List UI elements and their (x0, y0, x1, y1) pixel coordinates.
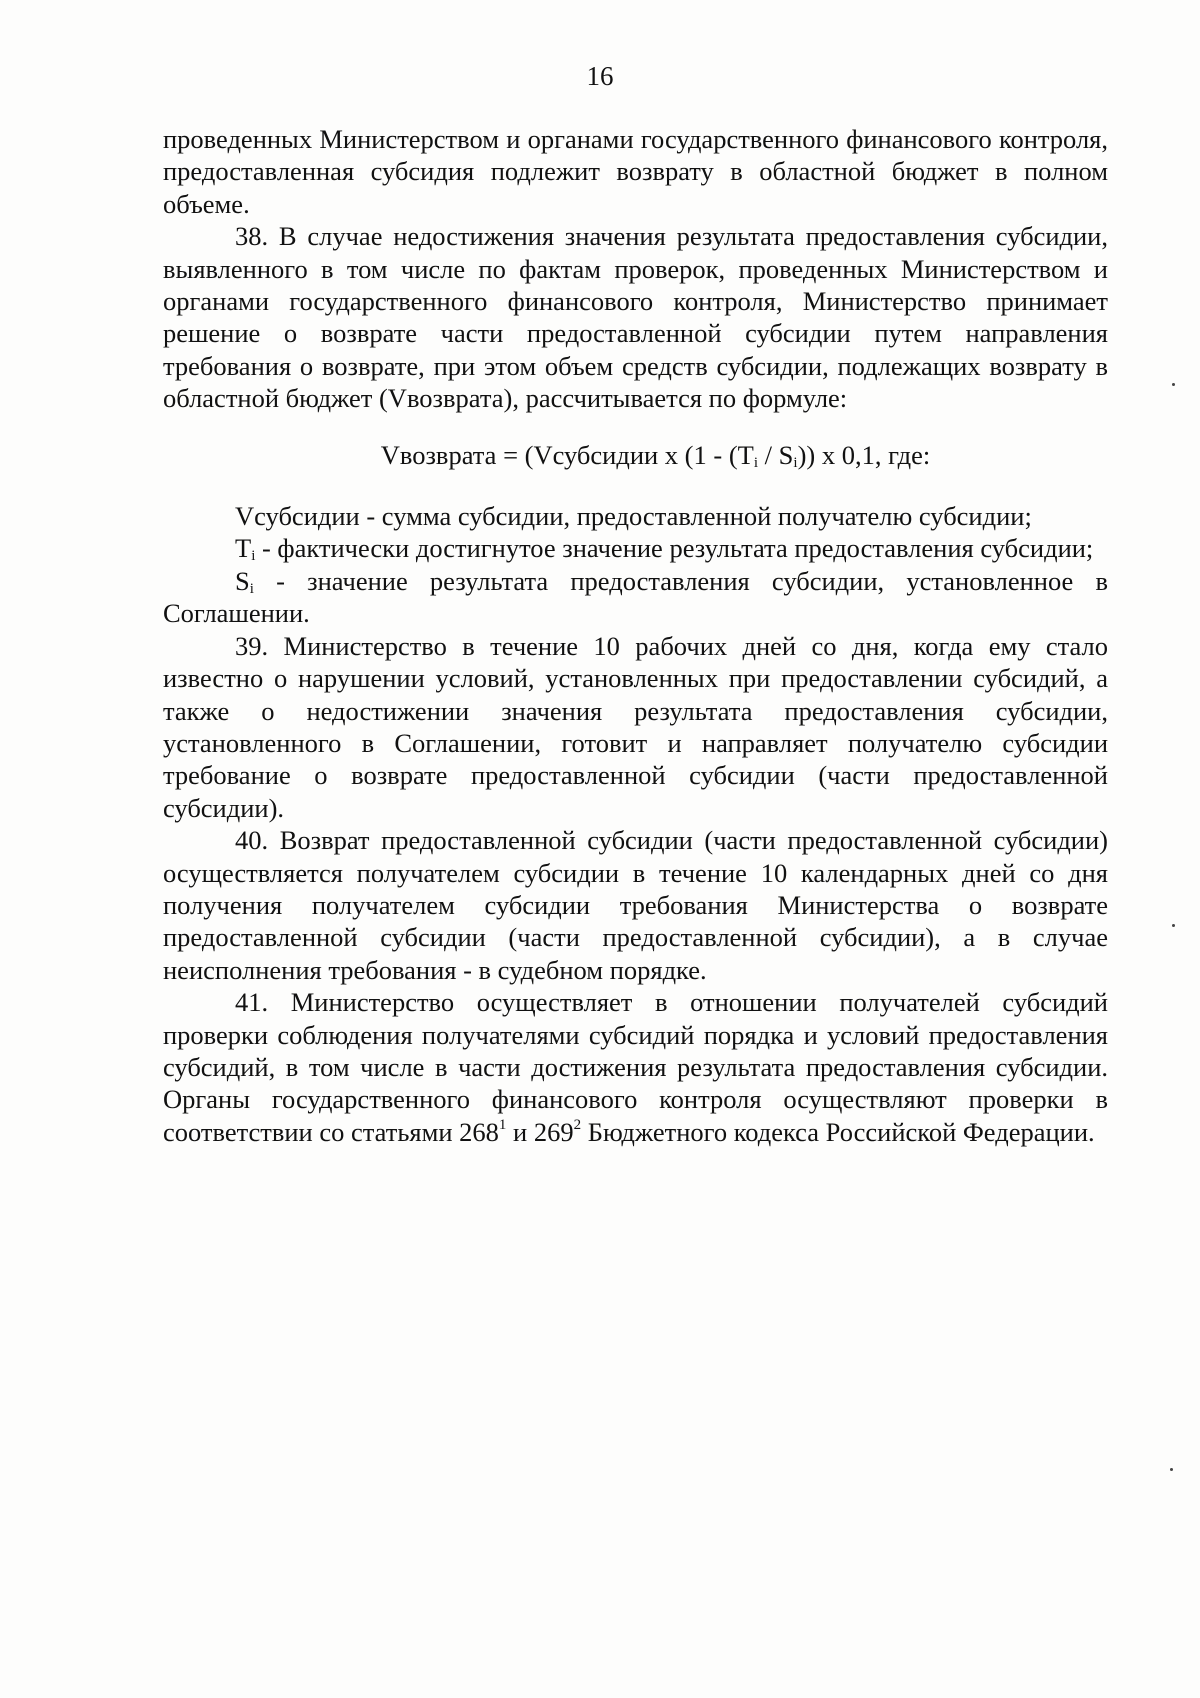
formula-part: Vвозврата = (Vсубсидии x (1 - (T (380, 439, 754, 470)
scan-speck (1172, 383, 1175, 386)
paragraph-38: 38. В случае недостижения значения результата предоставления субсидии, выявленного в том числе по фактам проверок, проведенных Министерством и органами государственного финансового контроля, Министерство принимает решение о возврате части предоставленной субсидии путем направления требования о возврате, при этом объем средств субсидии, подлежащих возврату в областной бюджет (Vвозврата), рассчитывается по формуле: (163, 221, 1108, 414)
paragraph-41 (163, 986, 1108, 1148)
formula (163, 439, 1108, 471)
definition-symbol: S (235, 565, 250, 596)
document-body (163, 123, 1108, 1148)
page-number: 16 (586, 61, 614, 91)
definition-subscript: i (251, 548, 256, 565)
paragraph-41-text: 41. Министерство осуществляет в отношении получателей субсидий проверки соблюдения получателями субсидий порядка и условий предоставления субсидий, в том числе в части достижения результата предоставления субсидии. Органы государственного финансового контроля осуществляют проверки в соответствии со статьями 268 (163, 987, 1108, 1147)
definition-symbol: T (235, 533, 252, 564)
paragraph-39: 39. Министерство в течение 10 рабочих дней со дня, когда ему стало известно о нарушении условий, установленных при предоставлении субсидий, а также о недостижении значения результата предоставления субсидии, установленного в Соглашении, готовит и направляет получателю субсидии требование о возврате предоставленной субсидии (части предоставленной субсидии). (163, 630, 1108, 823)
paragraph-continuation: проведенных Министерством и органами государственного финансового контроля, предоставленная субсидия подлежит возврату в областной бюджет в полном объеме. (163, 124, 1108, 219)
definition-t (163, 532, 1108, 564)
definition-subscript: i (249, 580, 254, 597)
formula-part: / S (758, 439, 794, 470)
definition-text: - значение результата предоставления субсидии, установленное в Соглашении. (163, 565, 1108, 629)
superscript: 1 (498, 1116, 507, 1133)
paragraph-40: 40. Возврат предоставленной субсидии (части предоставленной субсидии) осуществляется получателем субсидии в течение 10 календарных дней со дня получения получателем субсидии требования Министерства о возврате предоставленной субсидии (части предоставленной субсидии), а в случае неисполнения требования - в судебном порядке. (163, 825, 1108, 985)
definition-s (163, 565, 1108, 630)
paragraph-41-text: Бюджетного кодекса Российской Федерации. (581, 1116, 1095, 1147)
formula-part: )) x 0,1, где: (797, 439, 931, 470)
scan-speck (1170, 1468, 1173, 1471)
formula-subscript: i (793, 454, 798, 471)
paragraph-41-text: и 269 (506, 1116, 574, 1147)
definition-text: - фактически достигнутое значение результата предоставления субсидии; (255, 533, 1094, 564)
definition-v-subsidy: Vсубсидии - сумма субсидии, предоставленной получателю субсидии; (235, 501, 1032, 532)
formula-subscript: i (753, 454, 759, 471)
scan-speck (1172, 924, 1175, 927)
superscript: 2 (573, 1116, 582, 1133)
